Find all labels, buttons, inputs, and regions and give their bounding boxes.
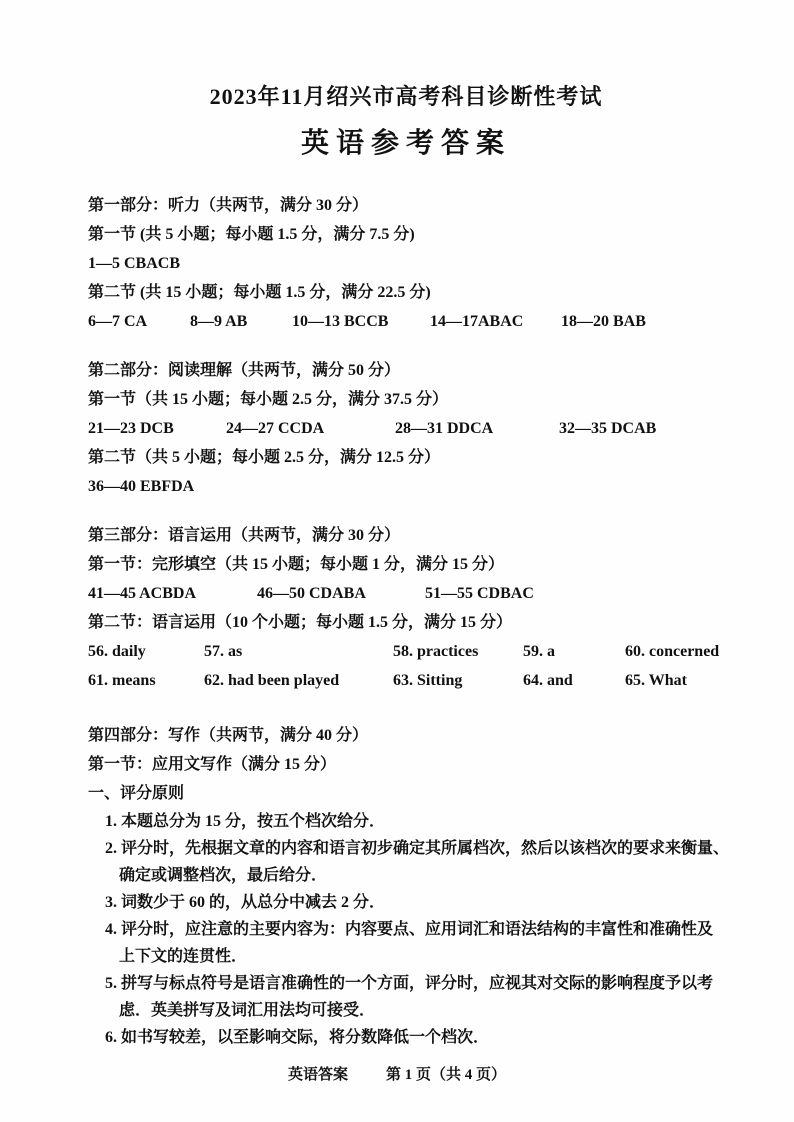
footer-doc-label: 英语答案 xyxy=(287,1067,348,1083)
answers-10-13: 10—13 BCCB xyxy=(292,313,389,330)
answer-key-subtitle: 英语参考答案 xyxy=(300,128,511,159)
answers-32-35: 32—35 DCAB xyxy=(559,420,657,437)
answer-61: 61. means xyxy=(88,672,156,689)
answer-58: 58. practices xyxy=(393,643,479,660)
answers-24-27: 24—27 CCDA xyxy=(226,420,325,437)
part1-section1-heading: 第一节 (共 5 小题；每小题 1.5 分，满分 7.5 分) xyxy=(88,226,415,243)
answers-8-9: 8—9 AB xyxy=(190,313,248,330)
answer-56: 56. daily xyxy=(88,643,146,660)
part4-writing-section xyxy=(88,721,730,1051)
exam-title: 2023年11月绍兴市高考科目诊断性考试 xyxy=(209,84,603,109)
part2-section2-heading: 第二节（共 5 小题；每小题 2.5 分，满分 12.5 分） xyxy=(88,449,441,466)
answer-63: 63. Sitting xyxy=(393,672,463,689)
principle-2-line1: 2. 评分时，先根据文章的内容和语言初步确定其所属档次，然后以该档次的要求来衡量、 xyxy=(105,840,730,857)
page-footer xyxy=(0,1063,794,1087)
answers-21-35-row xyxy=(88,414,724,443)
part2-section1-heading: 第一节（共 15 小题；每小题 2.5 分，满分 37.5 分） xyxy=(88,391,449,408)
part3-language-use-section xyxy=(88,521,724,695)
part3-section2-heading: 第二节：语言运用（10 个小题；每小题 1.5 分，满分 15 分） xyxy=(88,614,513,631)
answer-59: 59. a xyxy=(523,643,555,660)
answers-21-23: 21—23 DCB xyxy=(88,420,174,437)
scoring-principles-title: 一、评分原则 xyxy=(88,785,185,802)
answers-14-17: 14—17ABAC xyxy=(430,313,524,330)
principle-3: 3. 词数少于 60 的，从总分中减去 2 分． xyxy=(105,894,386,911)
answers-28-31: 28—31 DDCA xyxy=(395,420,494,437)
answers-1-5: 1—5 CBACB xyxy=(88,255,181,272)
part3-section1-heading: 第一节：完形填空（共 15 小题；每小题 1 分，满分 15 分） xyxy=(88,556,505,573)
principle-2-line2: 确定或调整档次，最后给分． xyxy=(119,867,328,884)
principle-6: 6. 如书写较差，以至影响交际，将分数降低一个档次． xyxy=(105,1029,490,1046)
answers-6-7: 6—7 CA xyxy=(88,313,148,330)
footer-page-number: 第 1 页（共 4 页） xyxy=(386,1067,507,1083)
answers-51-55: 51—55 CDBAC xyxy=(425,585,534,602)
part1-listening-section xyxy=(88,191,724,336)
part1-heading: 第一部分：听力（共两节，满分 30 分） xyxy=(88,197,369,214)
principle-4-line1: 4. 评分时，应注意的主要内容为：内容要点、应用词汇和语法结构的丰富性和准确性及 xyxy=(105,921,714,938)
principle-5-line2: 虑．英美拼写及词汇用法均可接受． xyxy=(119,1002,376,1019)
answer-65: 65. What xyxy=(625,672,687,689)
answers-56-60-row xyxy=(88,637,724,666)
answers-46-50: 46—50 CDABA xyxy=(257,585,366,602)
answers-41-45: 41—45 ACBDA xyxy=(88,585,197,602)
part4-section1-heading: 第一节：应用文写作（满分 15 分） xyxy=(88,756,337,773)
answers-41-55-row xyxy=(88,579,724,608)
part3-heading: 第三部分：语言运用（共两节，满分 30 分） xyxy=(88,527,401,544)
part2-heading: 第二部分：阅读理解（共两节，满分 50 分） xyxy=(88,362,401,379)
principle-4-line2: 上下文的连贯性． xyxy=(119,948,248,965)
answer-60: 60. concerned xyxy=(625,643,720,660)
principle-5-line1: 5. 拼写与标点符号是语言准确性的一个方面，评分时，应视其对交际的影响程度予以考 xyxy=(105,975,714,992)
answer-62: 62. had been played xyxy=(204,672,340,689)
answers-18-20: 18—20 BAB xyxy=(561,313,646,330)
answer-64: 64. and xyxy=(523,672,573,689)
answers-6-20-row xyxy=(88,307,724,336)
answers-36-40: 36—40 EBFDA xyxy=(88,478,195,495)
principle-1: 1. 本题总分为 15 分，按五个档次给分． xyxy=(105,813,386,830)
answers-61-65-row xyxy=(88,666,724,695)
answer-57: 57. as xyxy=(204,643,243,660)
part1-section2-heading: 第二节 (共 15 小题；每小题 1.5 分，满分 22.5 分) xyxy=(88,284,431,301)
part4-heading: 第四部分：写作（共两节，满分 40 分） xyxy=(88,727,369,744)
part2-reading-section xyxy=(88,356,724,501)
